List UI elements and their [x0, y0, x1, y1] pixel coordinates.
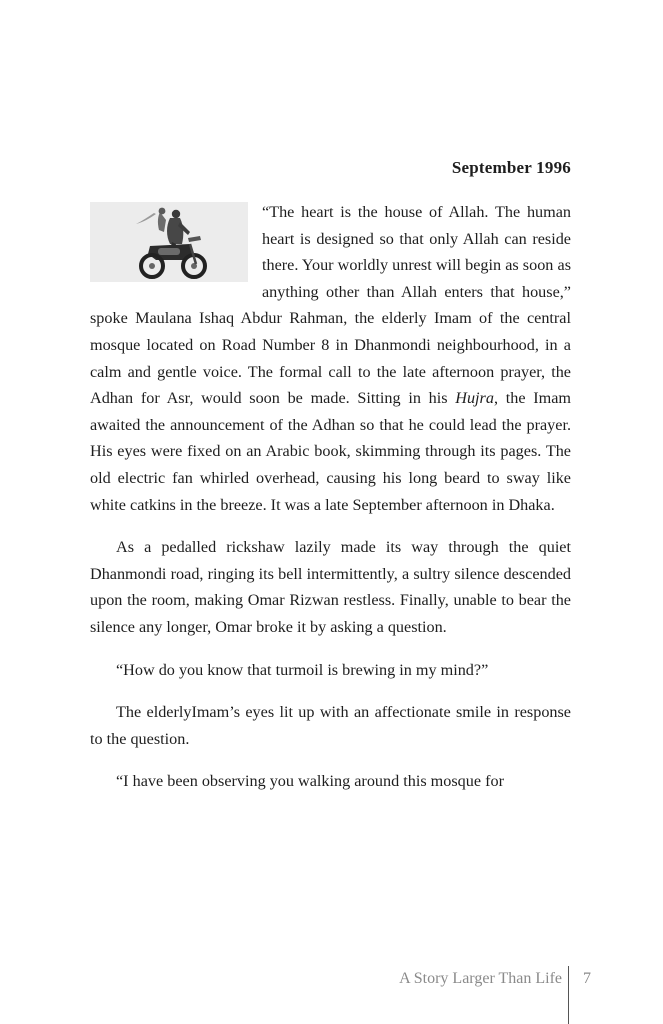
page-number: 7: [583, 970, 591, 987]
running-footer-title: A Story Larger Than Life: [399, 970, 562, 987]
paragraph-1-text-b: , the Imam awaited the announcement of the Adhan so that he could lead the prayer. His eyes were fixed on an Arabic book, skimming through its pages. The old electric fan whirled overhead, causing his long beard to sway like white catkins in the breeze. It was a late September afternoon in Dhaka.: [90, 389, 571, 514]
paragraph-4: The elderlyImam’s eyes lit up with an affectionate smile in response to the question.: [90, 703, 571, 748]
body-text: [90, 199, 571, 811]
motorcycle-riders-illustration: [90, 202, 248, 282]
paragraph-3: “How do you know that turmoil is brewing in my mind?”: [116, 660, 489, 679]
paragraph-2: As a pedalled rickshaw lazily made its way through the quiet Dhanmondi road, ringing its bell intermittently, a sultry silence descended upon the room, making Omar Rizwan restless. Finally, unable to bear the silence any longer, Omar broke it by asking a question.: [90, 538, 571, 636]
chapter-illustration: [90, 202, 248, 282]
chapter-date-heading: September 1996: [451, 158, 571, 177]
hujra-term: Hujra: [455, 389, 494, 408]
paragraph-5: “I have been observing you walking around this mosque for: [116, 772, 504, 791]
paragraph-1: [90, 199, 571, 518]
footer-divider: [568, 966, 569, 1024]
paragraph-1-text-a: “The heart is the house of Allah. The human heart is designed so that only Allah can reside there. Your worldly unrest will begin as soon as anything other than Allah enters that house,” spoke Maulana Ishaq Abdur Rahman, the elderly Imam of the central mosque located on Road Number 8 in Dhanmondi neighbourhood, in a calm and gentle voice. The formal call to the late afternoon prayer, the Adhan for Asr, would soon be made. Sitting in his: [90, 203, 571, 408]
